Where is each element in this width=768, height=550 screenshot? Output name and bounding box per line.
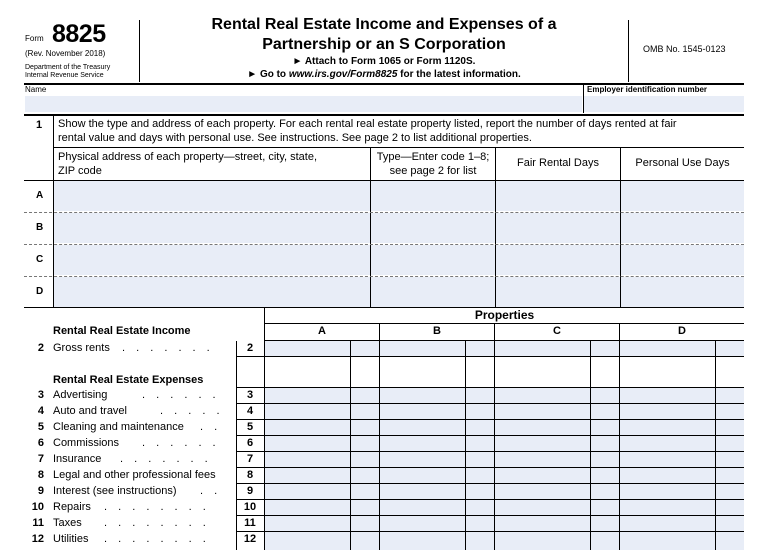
line-11-rule (236, 531, 744, 532)
line-5-box: 5 (246, 421, 254, 433)
line1-number: 1 (36, 119, 43, 131)
col-b-cents-divider (465, 341, 466, 550)
goto-suffix: for the latest information. (397, 69, 521, 80)
line-8-number: 8 (37, 469, 44, 481)
income-heading: Rental Real Estate Income (53, 325, 191, 337)
property-b-letter: B (36, 222, 44, 233)
col-c-cents-divider (590, 341, 591, 550)
line-5-dots: . . (200, 421, 222, 433)
property-c-type-field[interactable] (371, 245, 495, 275)
line-4-box: 4 (246, 405, 254, 417)
line1-instruction-rule (53, 147, 744, 148)
form-number: 8825 (52, 20, 106, 48)
property-b-personal-days-field[interactable] (621, 213, 744, 243)
line-6-label: Commissions (53, 437, 120, 449)
property-a-letter: A (36, 190, 44, 201)
line-3-dots: . . . . . . (142, 389, 220, 401)
gross-rents-rule (236, 356, 744, 357)
property-a-address-field[interactable] (54, 181, 370, 211)
line-9-label: Interest (see instructions) (53, 485, 177, 497)
col-address-header-2: ZIP code (58, 165, 102, 177)
property-col-d: D (678, 325, 686, 337)
col-a-cents-divider (350, 341, 351, 550)
line-6-dots: . . . . . . (142, 437, 220, 449)
property-a-personal-days-field[interactable] (621, 181, 744, 211)
line-3-number: 3 (37, 389, 44, 401)
name-label: Name (25, 85, 47, 94)
ein-label: Employer identification number (587, 85, 708, 94)
form-title-line1: Rental Real Estate Income and Expenses of a (211, 16, 557, 33)
line-11-dots: . . . . . . . . (104, 517, 210, 529)
omb-number: OMB No. 1545-0123 (643, 44, 726, 54)
goto-instruction (140, 69, 628, 80)
line-7-rule (236, 467, 744, 468)
line-10-label: Repairs (53, 501, 91, 513)
property-b-address-field[interactable] (54, 213, 370, 243)
line-3-box: 3 (246, 389, 254, 401)
line-5-label: Cleaning and maintenance (53, 421, 184, 433)
line-11-number: 11 (32, 517, 44, 529)
property-col-a: A (318, 325, 326, 337)
line-4-dots: . . . . . (160, 405, 224, 417)
col-c-right-divider (619, 341, 620, 550)
line1-instruction-1: Show the type and address of each property. For each rental real estate property listed, report the number of days rented at fair (58, 118, 677, 130)
property-c-address-field[interactable] (54, 245, 370, 275)
property-col-c: C (553, 325, 561, 337)
line-2-number: 2 (37, 342, 44, 354)
line-4-rule (236, 419, 744, 420)
property-a-type-field[interactable] (371, 181, 495, 211)
line-3-label: Advertising (53, 389, 108, 401)
line-2-dots: . . . . . . . (122, 342, 214, 354)
line-4-label: Auto and travel (53, 405, 127, 417)
line-8-label: Legal and other professional fees (53, 469, 216, 481)
line-2-label: Gross rents (53, 342, 110, 354)
line-12-dots: . . . . . . . . (104, 533, 210, 545)
properties-heading: Properties (474, 308, 535, 322)
property-d-type-field[interactable] (371, 277, 495, 307)
line-10-rule (236, 515, 744, 516)
line-8-box: 8 (246, 469, 254, 481)
ein-divider (583, 84, 584, 113)
line-7-box: 7 (246, 453, 254, 465)
form-label: Form (25, 34, 44, 43)
col-fair-header: Fair Rental Days (517, 157, 599, 169)
name-field[interactable] (25, 96, 582, 112)
property-a-fair-days-field[interactable] (496, 181, 620, 211)
line-9-dots: . . (200, 485, 222, 497)
line-4-number: 4 (37, 405, 44, 417)
property-d-letter: D (36, 286, 44, 297)
property-c-personal-days-field[interactable] (621, 245, 744, 275)
line-3-rule (236, 403, 744, 404)
property-d-address-field[interactable] (54, 277, 370, 307)
attach-instruction: ► Attach to Form 1065 or Form 1120S. (292, 56, 476, 67)
col-b-right-divider (494, 341, 495, 550)
gross-rents-amount-area[interactable] (265, 341, 744, 356)
expense-amount-area[interactable] (265, 388, 744, 550)
line-7-label: Insurance (53, 453, 102, 465)
dept-irs: Internal Revenue Service (25, 72, 104, 79)
col-personal-header: Personal Use Days (635, 157, 730, 169)
line-2-box: 2 (246, 342, 254, 354)
form-revision: (Rev. November 2018) (25, 49, 106, 58)
line-11-box: 11 (244, 517, 256, 529)
property-d-fair-days-field[interactable] (496, 277, 620, 307)
line-10-number: 10 (31, 501, 44, 513)
line-12-label: Utilities (53, 533, 89, 545)
line-9-rule (236, 499, 744, 500)
property-col-b: B (433, 325, 441, 337)
col-a-right-divider (379, 341, 380, 550)
line-7-dots: . . . . . . . (120, 453, 212, 465)
line-11-label: Taxes (53, 517, 82, 529)
line-6-box: 6 (246, 437, 254, 449)
property-b-fair-days-field[interactable] (496, 213, 620, 243)
line-9-number: 9 (37, 485, 44, 497)
form-title-line2: Partnership or an S Corporation (262, 36, 506, 53)
name-row-bottom (24, 114, 744, 116)
line-6-number: 6 (37, 437, 44, 449)
expense-heading: Rental Real Estate Expenses (53, 374, 204, 386)
header-divider-right (628, 20, 629, 82)
col-type-header-2: see page 2 for list (389, 165, 477, 177)
property-c-letter: C (36, 254, 44, 265)
irs-link[interactable]: www.irs.gov/Form8825 (288, 69, 398, 80)
col-d-cents-divider (715, 341, 716, 550)
line-5-rule (236, 435, 744, 436)
property-d-personal-days-field[interactable] (621, 277, 744, 307)
expense-top-rule (236, 387, 744, 388)
dept-treasury: Department of the Treasury (25, 64, 111, 71)
line-7-number: 7 (37, 453, 44, 465)
ein-field[interactable] (584, 96, 744, 112)
line-8-rule (236, 483, 744, 484)
line-12-number: 12 (31, 533, 44, 545)
line-10-box: 10 (243, 501, 257, 513)
goto-prefix: ► Go to (247, 69, 289, 80)
line-9-box: 9 (246, 485, 254, 497)
line-5-number: 5 (37, 421, 44, 433)
properties-heading-rule (265, 323, 744, 324)
line-10-dots: . . . . . . . . (104, 501, 210, 513)
property-b-type-field[interactable] (371, 213, 495, 243)
line-6-rule (236, 451, 744, 452)
line1-instruction-2: rental value and days with personal use. See instructions. See page 2 to list additional properties. (58, 132, 532, 144)
property-c-fair-days-field[interactable] (496, 245, 620, 275)
line-12-box: 12 (243, 533, 257, 545)
col-address-header-1: Physical address of each property—street, city, state, (58, 151, 318, 163)
col-type-header-1: Type—Enter code 1–8; (376, 151, 490, 163)
